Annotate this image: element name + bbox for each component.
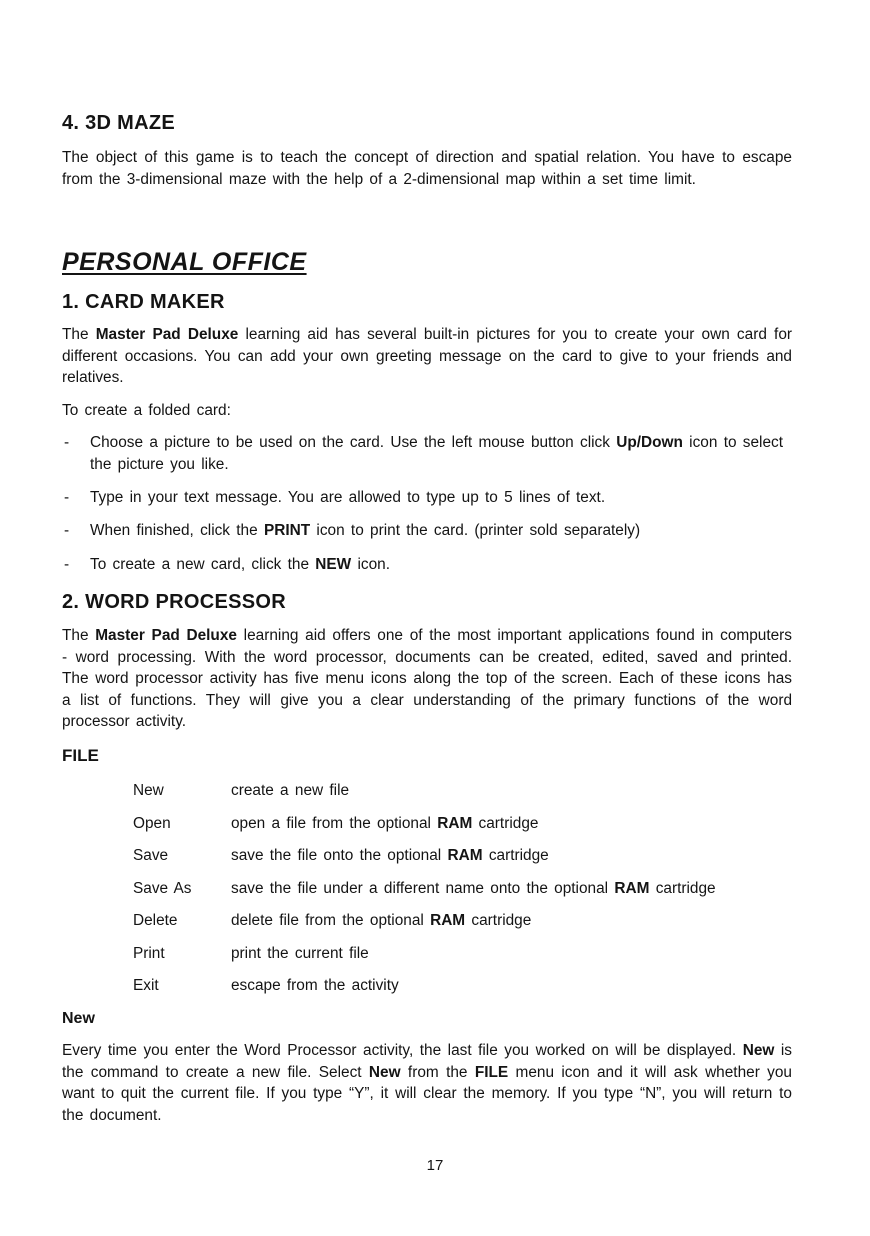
card-step: - To create a new card, click the NEW icon. bbox=[62, 554, 792, 576]
file-menu-row: Exit escape from the activity bbox=[133, 975, 803, 997]
file-menu-command: Open bbox=[133, 814, 171, 832]
file-menu-command: Save As bbox=[133, 879, 192, 897]
card-maker-lead: To create a folded card: bbox=[62, 402, 231, 419]
file-menu-row: New create a new file bbox=[133, 780, 803, 802]
card-maker-intro: The Master Pad Deluxe learning aid has several built-in pictures for you to create your own card for different occasions. You can add your own greeting message on the card to give to your friends and relatives. bbox=[62, 326, 792, 386]
card-step: - Type in your text message. You are allowed to type up to 5 lines of text. bbox=[62, 487, 792, 509]
file-menu-command: New bbox=[133, 782, 164, 799]
file-menu-row: Print print the current file bbox=[133, 943, 803, 965]
file-menu-command: Delete bbox=[133, 912, 178, 929]
maze-paragraph: The object of this game is to teach the concept of direction and spatial relation. You have to escape from the 3-dimensional maze with the help of a 2-dimensional map within a set time limit. bbox=[62, 149, 792, 188]
card-maker-heading: 1. CARD MAKER bbox=[62, 291, 225, 313]
file-menu-command: Save bbox=[133, 847, 169, 864]
new-command-paragraph: Every time you enter the Word Processor activity, the last file you worked on will be displayed. New is the command to create a new file. Select New from the FILE menu icon and it will ask whether you want to quit the current file. If you type “Y”, it will clear the memory. If you type “N”, you will return to the document. bbox=[62, 1042, 792, 1124]
word-processor-heading: 2. WORD PROCESSOR bbox=[62, 591, 287, 613]
card-step: - When finished, click the PRINT icon to print the card. (printer sold separately) bbox=[62, 520, 792, 542]
file-menu-row: Delete delete file from the optional RAM cartridge bbox=[133, 910, 803, 932]
file-menu-command: Exit bbox=[133, 977, 159, 994]
file-menu-command: Print bbox=[133, 944, 165, 962]
file-menu-row: Save As save the file under a different name onto the optional RAM cartridge bbox=[133, 878, 803, 900]
file-menu-heading: FILE bbox=[62, 746, 99, 765]
page-number: 17 bbox=[426, 1157, 444, 1174]
file-menu-row: Save save the file onto the optional RAM cartridge bbox=[133, 845, 803, 867]
file-menu-row: Open open a file from the optional RAM cartridge bbox=[133, 813, 803, 835]
personal-office-heading: PERSONAL OFFICE bbox=[62, 248, 307, 276]
word-processor-intro: The Master Pad Deluxe learning aid offers one of the most important applications found in computers - word processing. With the word processor, documents can be created, edited, saved and printed. The word processor activity has five menu icons along the top of the screen. Each of these icons has a list of functions. They will give you a clear understanding of the primary functions of the word processor activity. bbox=[62, 627, 792, 730]
card-step: - Choose a picture to be used on the card. Use the left mouse button click Up/Down icon to select the picture you like. bbox=[62, 432, 792, 475]
maze-heading: 4. 3D MAZE bbox=[62, 112, 176, 134]
new-command-heading: New bbox=[62, 1010, 95, 1027]
